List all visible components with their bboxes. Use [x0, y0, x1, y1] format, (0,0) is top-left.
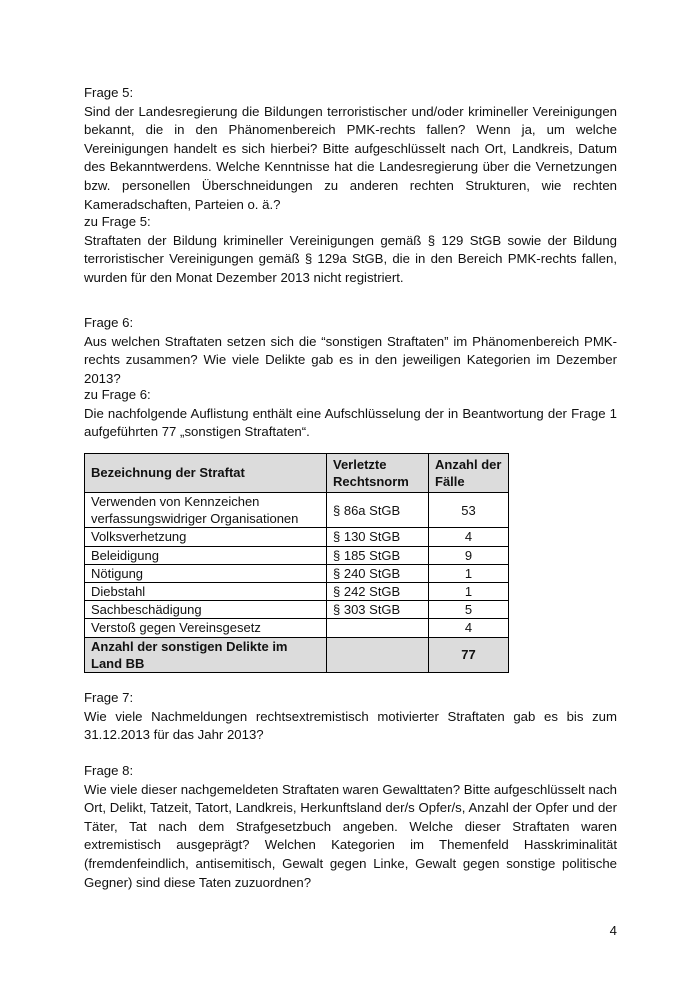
total-norm	[327, 637, 429, 672]
case-count: 53	[429, 493, 509, 528]
answer-5-text: Straftaten der Bildung krimineller Vereinigungen gemäß § 129 StGB sowie der Bildung terroristischer Vereinigungen gemäß § 129a StGB, die in den Bereich PMK-rechts fallen, wurden für den Monat Dezember 2013 nicht registriert.	[84, 232, 617, 285]
answer-6	[84, 386, 617, 442]
question-5-text: Sind der Landesregierung die Bildungen terroristischer und/oder krimineller Vereinigungen bekannt, die in den Phänomenbereich PMK-rechts fallen? Wenn ja, um welche Vereinigungen handelt es sich hierbei? Bitte aufgeschlüsselt nach Ort, Landkreis, Datum des Bekanntwerdens. Welche Kenntnisse hat die Landesregierung über die Vernetzungen bzw. personellen Überschneidungen zu anderen rechten Strukturen, wie rechten Kameradschaften, Parteien o. ä.?	[84, 103, 617, 212]
answer-6-label: zu Frage 6:	[84, 387, 151, 402]
case-count: 1	[429, 564, 509, 582]
total-label: Anzahl der sonstigen Delikte im Land BB	[85, 637, 327, 672]
offense-name: Diebstahl	[85, 583, 327, 601]
legal-norm: § 240 StGB	[327, 564, 429, 582]
offense-name: Nötigung	[85, 564, 327, 582]
question-5-label: Frage 5:	[84, 85, 134, 100]
question-8-text: Wie viele dieser nachgemeldeten Straftaten waren Gewalttaten? Bitte aufgeschlüsselt nach Ort, Delikt, Tatzeit, Tatort, Landkreis, Herkunftsland der/s Opfer/s, Anzahl der Opfer und der Täter, Tat nach dem Strafgesetzbuch angeben. Welche dieser Straftaten waren extremistisch ausgeprägt? Welchen Kategorien im Themenfeld Hasskriminalität (fremdenfeindlich, antisemitisch, Gewalt gegen Linke, Gewalt gegen sonstige politische Gegner) sind diese Taten zuzuordnen?	[84, 781, 617, 890]
question-7-text: Wie viele Nachmeldungen rechtsextremistisch motivierter Straftaten gab es bis zum 31.12.2013 für das Jahr 2013?	[84, 708, 617, 743]
case-count: 1	[429, 583, 509, 601]
total-count: 77	[429, 637, 509, 672]
table-row	[85, 564, 509, 582]
question-6-label: Frage 6:	[84, 315, 134, 330]
answer-5-label: zu Frage 5:	[84, 214, 151, 229]
case-count: 4	[429, 528, 509, 546]
legal-norm	[327, 619, 429, 637]
legal-norm: § 303 StGB	[327, 601, 429, 619]
table-row	[85, 493, 509, 528]
header-legal-norm: Verletzte Rechtsnorm	[327, 454, 429, 493]
table-row	[85, 619, 509, 637]
answer-5	[84, 213, 617, 287]
question-6	[84, 314, 617, 388]
question-7-label: Frage 7:	[84, 690, 134, 705]
offense-name: Beleidigung	[85, 546, 327, 564]
answer-6-text: Die nachfolgende Auflistung enthält eine Aufschlüsselung der in Beantwortung der Frage 1 aufgeführten 77 „sonstigen Straftaten“.	[84, 405, 617, 440]
offense-name: Verwenden von Kennzeichen verfassungswidriger Organisationen	[85, 493, 327, 528]
question-8	[84, 762, 617, 892]
header-offense: Bezeichnung der Straftat	[85, 454, 327, 493]
legal-norm: § 130 StGB	[327, 528, 429, 546]
offense-name: Volksverhetzung	[85, 528, 327, 546]
legal-norm: § 185 StGB	[327, 546, 429, 564]
table-row	[85, 528, 509, 546]
offense-name: Sachbeschädigung	[85, 601, 327, 619]
legal-norm: § 242 StGB	[327, 583, 429, 601]
case-count: 4	[429, 619, 509, 637]
table-row	[85, 583, 509, 601]
legal-norm: § 86a StGB	[327, 493, 429, 528]
page-number: 4	[609, 923, 617, 938]
question-8-label: Frage 8:	[84, 763, 134, 778]
table-row	[85, 546, 509, 564]
table-row	[85, 601, 509, 619]
header-case-count: Anzahl der Fälle	[429, 454, 509, 493]
question-7	[84, 689, 617, 745]
question-6-text: Aus welchen Straftaten setzen sich die “sonstigen Straftaten” im Phänomenbereich PMK-rechts zusammen? Wie viele Delikte gab es in den jeweiligen Kategorien im Dezember 2013?	[84, 333, 617, 386]
question-5	[84, 84, 617, 214]
case-count: 5	[429, 601, 509, 619]
table-header-row	[85, 454, 509, 493]
case-count: 9	[429, 546, 509, 564]
offenses-table	[84, 453, 509, 673]
table-total-row	[85, 637, 509, 672]
offense-name: Verstoß gegen Vereinsgesetz	[85, 619, 327, 637]
